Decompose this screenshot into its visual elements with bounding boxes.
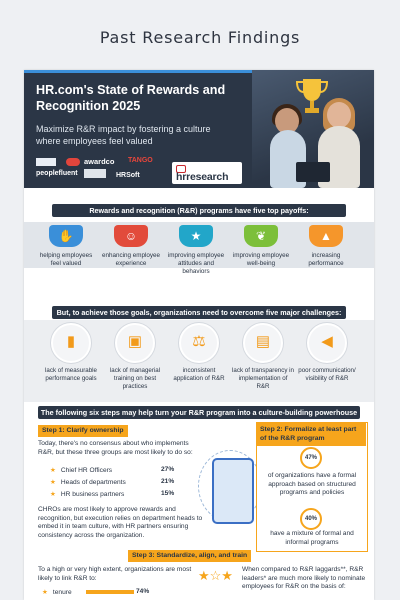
step3-label: Step 3: Standardize, align, and train <box>128 550 251 562</box>
leaf-icon: ❦ <box>244 225 278 247</box>
stars-illustration: ★☆★ <box>198 568 233 583</box>
step1-intro: Today, there's no consensus about who implements R&R, but these three groups are most likely to do so: <box>38 440 193 456</box>
payoff-item <box>101 225 161 268</box>
payoff-label: helping employees feel valued <box>39 252 93 267</box>
payoffs-banner: Rewards and recognition (R&R) programs have five top payoffs: <box>52 204 346 217</box>
infographic-card[interactable] <box>24 70 374 600</box>
person-head <box>327 102 351 128</box>
step1-bullet: ★ Heads of departments <box>50 479 126 486</box>
star-icon: ★ <box>50 479 56 486</box>
document-icon: ▤ <box>243 323 283 363</box>
payoff-item <box>296 225 356 268</box>
step1-bullet: ★ HR business partners <box>50 491 125 498</box>
steps-banner: The following six steps may help turn your R&R program into a culture-building powerhouse <box>38 406 360 419</box>
page-title: Past Research Findings <box>99 28 301 47</box>
payoff-item <box>231 225 291 268</box>
challenges-banner: But, to achieve those goals, organizations need to overcome five major challenges: <box>52 306 346 319</box>
scale-icon: ⚖ <box>179 323 219 363</box>
payoff-label: increasing performance <box>308 252 344 267</box>
phone-illustration <box>212 458 254 524</box>
challenge-label: poor communication/ visibility of R&R <box>298 367 356 382</box>
people-icon: ☺ <box>114 225 148 247</box>
step1-pct: 21% <box>161 478 175 485</box>
challenge-item <box>232 323 294 391</box>
report-subtitle: Maximize R&R impact by fostering a culture where employees feel valued <box>36 124 211 146</box>
person-star-icon: ★ <box>179 225 213 247</box>
payoff-item <box>166 225 226 276</box>
challenge-item <box>296 323 358 383</box>
sponsor-logo-awardco: awardco <box>84 157 115 166</box>
step3-pct: 74% <box>136 588 150 595</box>
tablet-device <box>296 162 330 182</box>
payoff-label: enhancing employee experience <box>101 252 161 267</box>
step1-label: Step 1: Clarify ownership <box>38 425 128 437</box>
star-icon: ★ <box>50 467 56 474</box>
sponsor-logo-hrsoft: HRSoft <box>116 172 140 179</box>
bar-chart-icon: ▮ <box>51 323 91 363</box>
payoff-label: improving employee attitudes and behaviors <box>167 252 225 275</box>
step1-bullet: ★ Chief HR Officers <box>50 467 113 474</box>
payoff-label: improving employee well-being <box>232 252 290 267</box>
challenge-item <box>168 323 230 383</box>
step3-bullet: ★ tenure <box>42 589 72 596</box>
trophy-icon <box>294 76 330 118</box>
step1-pct: 15% <box>161 490 175 497</box>
step2-label: Step 2: Formalize at least part of the R&R program <box>256 422 366 446</box>
star-icon: ★ <box>50 491 56 498</box>
sponsor-logo <box>36 158 56 166</box>
chart-icon: ▲ <box>309 225 343 247</box>
sponsor-logo <box>84 169 106 178</box>
challenge-item <box>40 323 102 383</box>
step1-note: CHROs are most likely to approve rewards and recognition, but execution relies on department heads to embed it in team culture, with HR partners ensuring consistency across the organization. <box>38 506 203 539</box>
hrresearch-logo: hrresearch <box>172 162 242 184</box>
challenge-item <box>104 323 166 391</box>
sponsor-logo-peoplefluent: peoplefluent <box>36 170 78 177</box>
megaphone-icon: ◀ <box>307 323 347 363</box>
handshake-icon: ✋ <box>49 225 83 247</box>
sponsor-logo <box>66 158 80 166</box>
report-title: HR.com's State of Rewards and Recognition 2025 <box>36 83 226 113</box>
step2-stat-text: have a mixture of formal and informal programs <box>270 530 354 546</box>
challenge-label: lack of managerial training on best practices <box>109 367 161 390</box>
tenure-bar <box>86 590 134 594</box>
sponsor-logo-tango: TANGO <box>128 157 153 164</box>
challenge-label: inconsistent application of R&R <box>173 367 225 382</box>
star-icon: ★ <box>42 589 48 596</box>
step2-stat-text: of organizations have a formal approach based on structured programs and policies <box>267 472 357 496</box>
stat-circle: 47% <box>300 447 322 469</box>
payoff-item <box>36 225 96 268</box>
stat-circle: 40% <box>300 508 322 530</box>
challenge-label: lack of measurable performance goals <box>45 367 97 382</box>
step3-intro: To a high or very high extent, organizations are most likely to link R&R to: <box>38 566 192 582</box>
presentation-icon: ▣ <box>115 323 155 363</box>
step1-pct: 27% <box>161 466 175 473</box>
step3-right-text: When compared to R&R laggards**, R&R leaders* are much more likely to nominate employees for R&R on the basis of: <box>242 566 366 590</box>
challenge-label: lack of transparency in implementation of R&R <box>232 367 294 390</box>
